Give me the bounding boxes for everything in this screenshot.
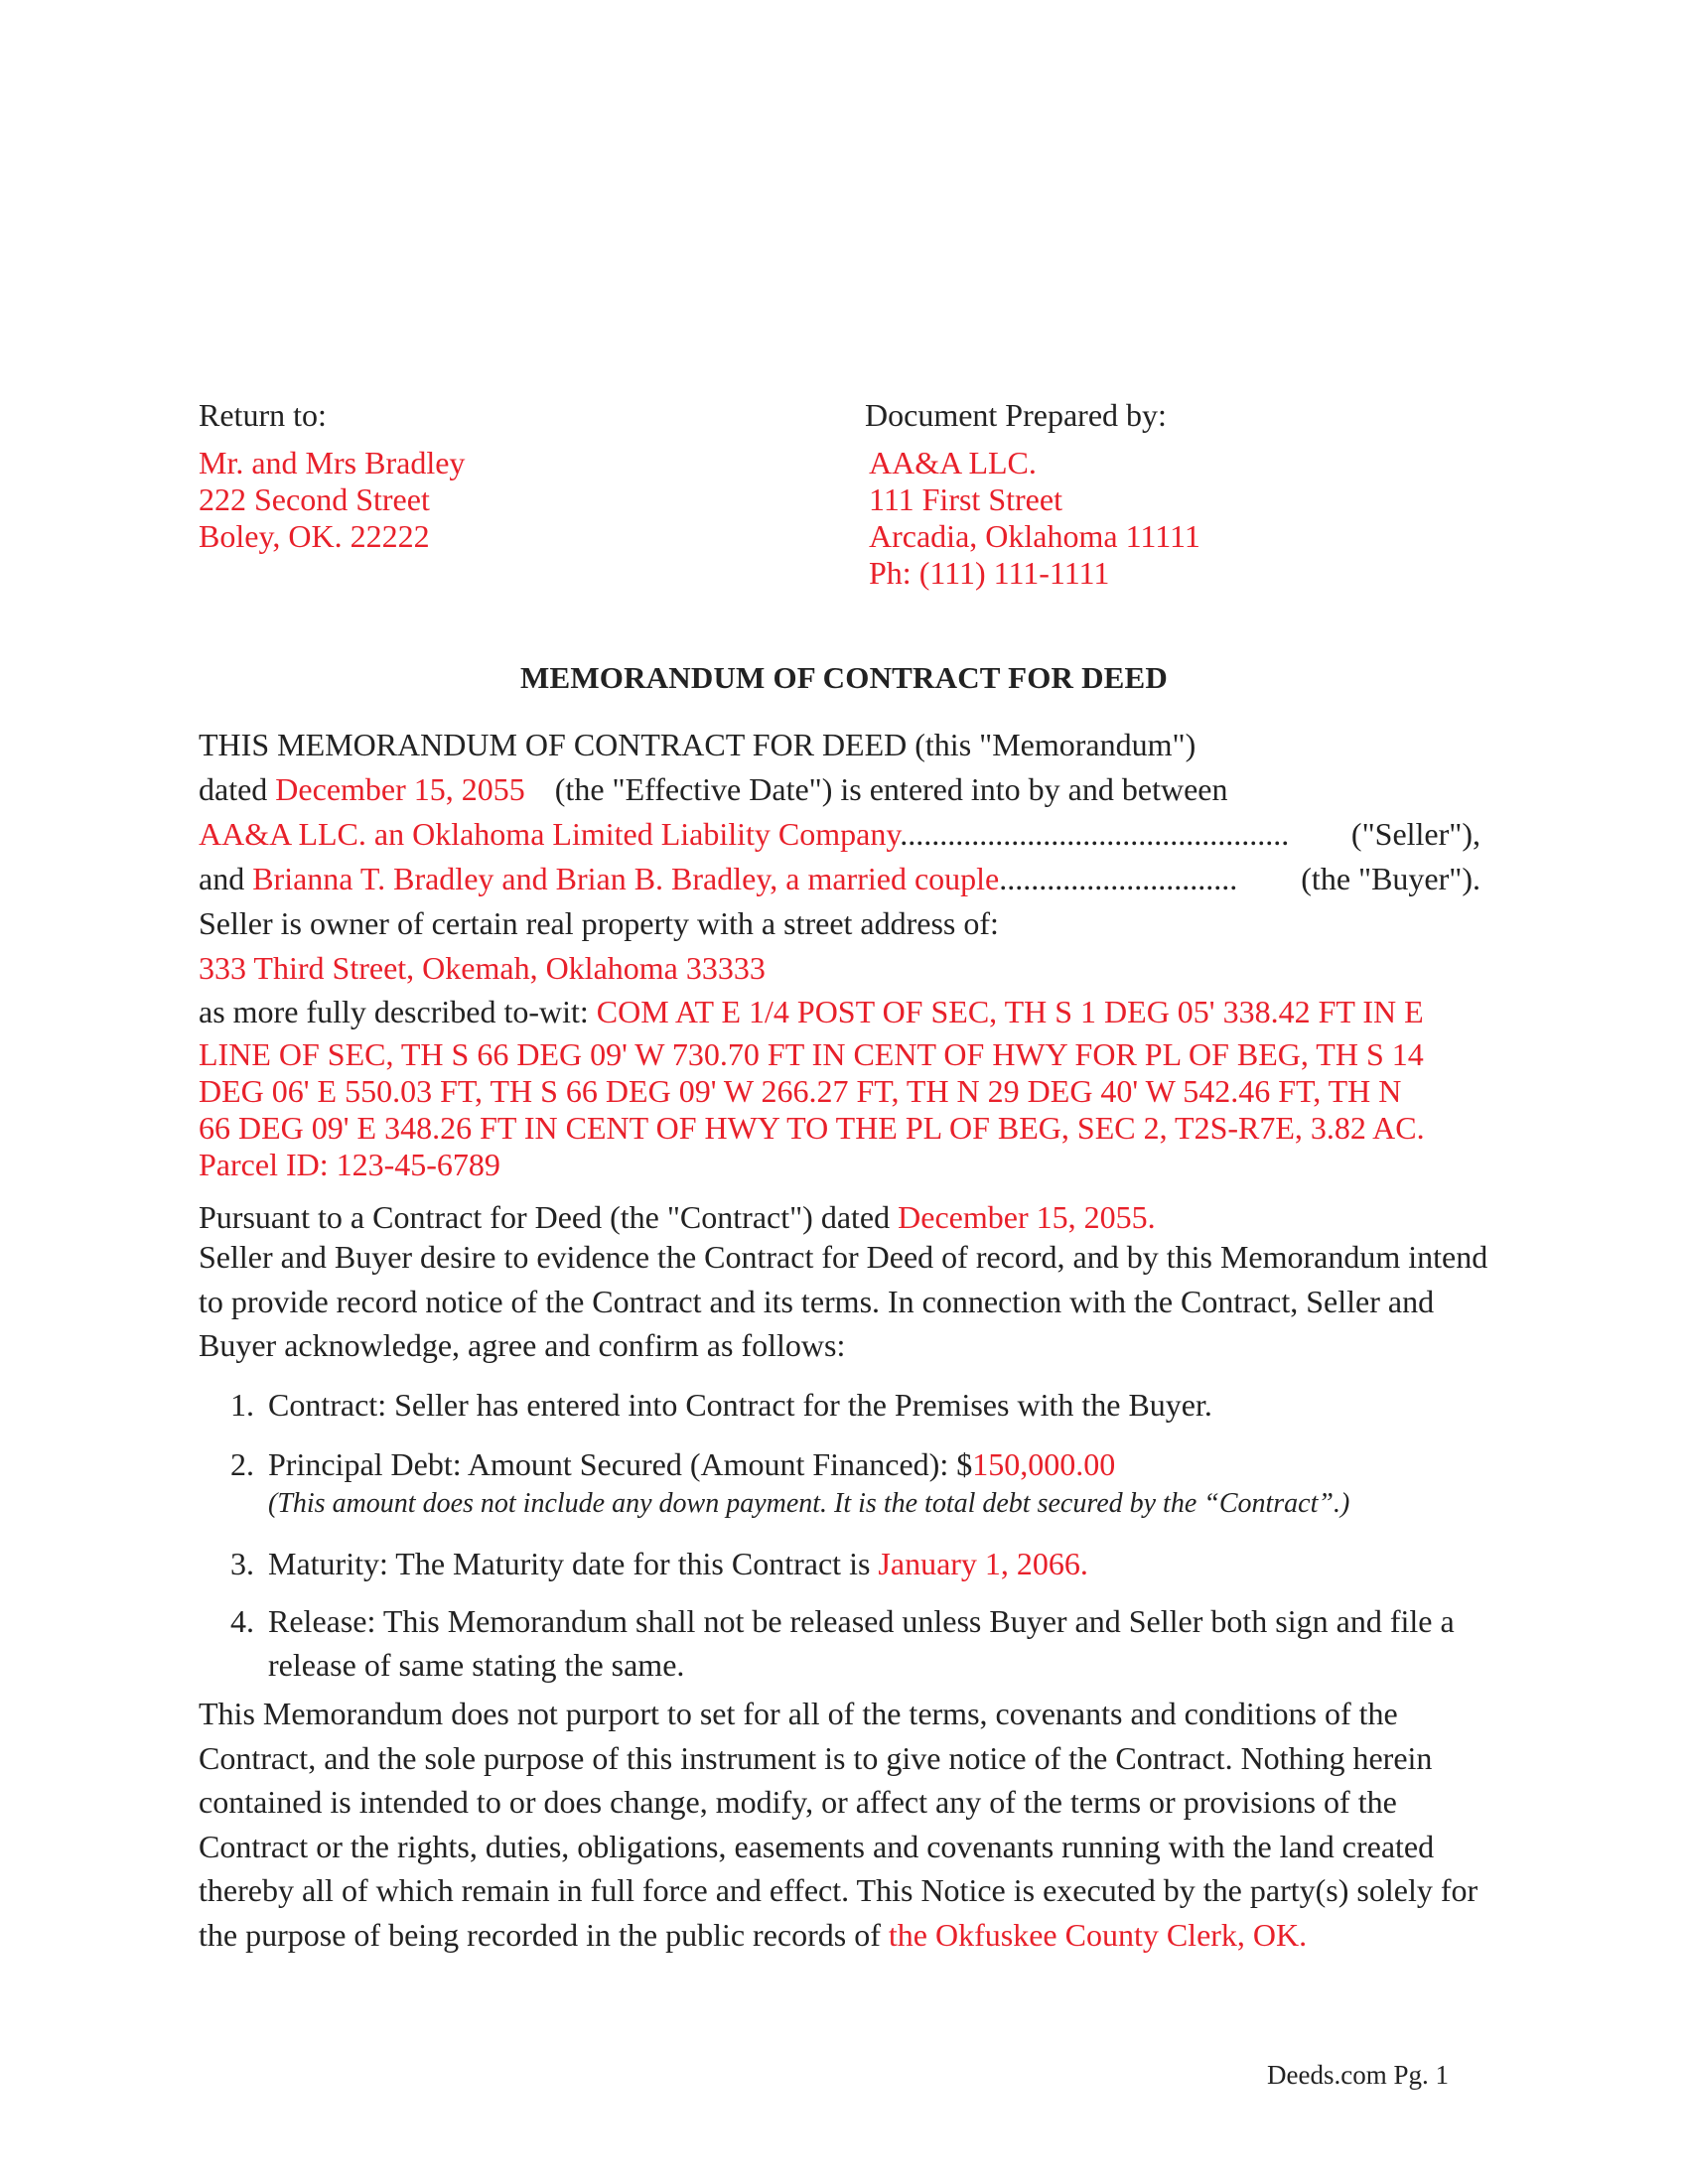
dated-suffix: (the "Effective Date") is entered into by and between [554,771,1228,807]
item-text: Contract: Seller has entered into Contract for the Premises with the Buyer. [268,1387,1212,1423]
list-item [199,1542,1489,1585]
item-text: Maturity: The Maturity date for this Contract is [268,1546,879,1581]
prepared-by-name: AA&A LLC. [869,445,1037,480]
item-number: 1. [230,1387,254,1423]
buyer-name: Brianna T. Bradley and Brian B. Bradley, a married couple [252,861,1000,896]
seller-name: AA&A LLC. an Oklahoma Limited Liability Company [199,816,901,852]
property-address: 333 Third Street, Okemah, Oklahoma 33333 [199,950,766,986]
maturity-date: January 1, 2066. [878,1546,1088,1581]
document-title: MEMORANDUM OF CONTRACT FOR DEED [519,660,1168,695]
return-to-city: Boley, OK. 22222 [199,518,430,554]
intro-line: THIS MEMORANDUM OF CONTRACT FOR DEED (this "Memorandum") [199,727,1196,762]
parcel-id: Parcel ID: 123-45-6789 [199,1147,500,1182]
seller-leader-dots: ................................................. [900,816,1290,852]
effective-date: December 15, 2055 [275,771,525,807]
buyer-label: (the "Buyer"). [1301,861,1480,896]
list-item [199,1442,1489,1522]
item-number: 3. [230,1546,254,1581]
legal-description-line-4: 66 DEG 09' E 348.26 FT IN CENT OF HWY TO THE PL OF BEG, SEC 2, T2S-R7E, 3.82 AC. [199,1110,1425,1146]
closing-text: This Memorandum does not purport to set for all of the terms, covenants and conditions of the Contract, and the sole purpose of this instrument is to give notice of the Contract. Nothing herein contained is intended to or does change, modify, or affect any of the terms or provisions of the Contract or the rights, duties, obligations, easements and covenants running with the land created thereby all of which remain in full force and effect. This Notice is executed by the party(s) solely for the purpose of being recorded in the public records of [199,1696,1478,1953]
closing-paragraph [199,1692,1489,1957]
legal-description-line-2: LINE OF SEC, TH S 66 DEG 09' W 730.70 FT IN CENT OF HWY FOR PL OF BEG, TH S 14 [199,1036,1424,1072]
terms-list [199,1383,1489,1687]
pursuant-prefix: Pursuant to a Contract for Deed (the "Contract") dated [199,1199,899,1235]
item-number: 4. [230,1603,254,1639]
item-text: Principal Debt: Amount Secured (Amount Financed): $ [268,1446,973,1482]
legal-text-1: COM AT E 1/4 POST OF SEC, TH S 1 DEG 05' 338.42 FT IN E [596,994,1424,1029]
prepared-by-phone: Ph: (111) 111-1111 [869,555,1110,591]
list-item [199,1599,1489,1687]
amount-financed: 150,000.00 [972,1446,1116,1482]
legal-description-line-1 [199,993,1424,1030]
return-to-street: 222 Second Street [199,481,430,517]
and-prefix: and [199,861,253,896]
prepared-by-city: Arcadia, Oklahoma 11111 [869,518,1200,554]
return-to-name: Mr. and Mrs Bradley [199,445,466,480]
owner-line: Seller is owner of certain real property with a street address of: [199,905,999,941]
pursuant-line [199,1198,1156,1236]
prepared-by-label: Document Prepared by: [865,397,1167,433]
buyer-leader-dots: .............................. [999,861,1238,896]
contract-date: December 15, 2055. [898,1199,1156,1235]
list-item [199,1383,1489,1427]
dated-line [199,770,1227,808]
described-prefix: as more fully described to-wit: [199,994,597,1029]
prepared-by-street: 111 First Street [869,481,1062,517]
item-text: Release: This Memorandum shall not be released unless Buyer and Seller both sign and file a release of same stating the same. [268,1603,1455,1683]
legal-description-line-3: DEG 06' E 550.03 FT, TH S 66 DEG 09' W 266.27 FT, TH N 29 DEG 40' W 542.46 FT, TH N [199,1073,1402,1109]
pursuant-paragraph: Seller and Buyer desire to evidence the Contract for Deed of record, and by this Memorandum intend to provide record notice of the Contract and its terms. In connection with the Contract, Seller and Buyer acknowledge, agree and confirm as follows: [199,1239,1488,1363]
seller-label: ("Seller"), [1350,816,1480,852]
dated-prefix: dated [199,771,276,807]
amount-note: (This amount does not include any down payment. It is the total debt secured by the “Contract”.) [268,1488,1350,1519]
county-clerk: the Okfuskee County Clerk, OK. [888,1916,1308,1953]
page-footer: Deeds.com Pg. 1 [1267,2060,1449,2090]
return-to-label: Return to: [199,397,327,433]
item-number: 2. [230,1446,254,1482]
buyer-line [199,860,1237,897]
seller-line [199,815,1289,853]
